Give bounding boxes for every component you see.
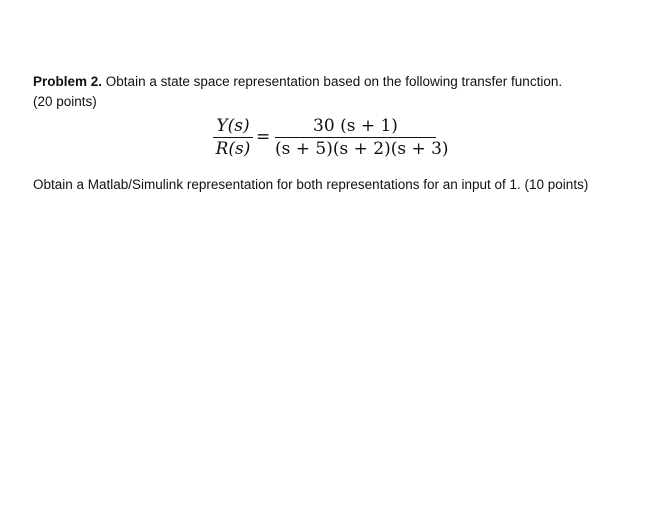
problem-statement: Obtain a state space representation based on the following transfer function. [105, 74, 563, 89]
lhs-fraction-bar [213, 137, 253, 138]
problem-points: (20 points) [33, 94, 97, 109]
rhs-fraction-bar [275, 137, 436, 138]
rhs-fraction [275, 116, 449, 159]
lhs-fraction [213, 116, 253, 159]
problem-heading: Problem 2. [33, 74, 103, 89]
equals-sign: = [256, 127, 271, 147]
problem-followup: Obtain a Matlab/Simulink representation for both representations for an input of 1. (10 points) [33, 177, 589, 192]
problem-statement-line [33, 74, 562, 90]
rhs-denominator: (s + 5)(s + 2)(s + 3) [275, 139, 449, 159]
lhs-denominator: R(s) [215, 139, 251, 159]
rhs-numerator: 30 (s + 1) [313, 116, 398, 136]
lhs-numerator: Y(s) [216, 116, 250, 136]
